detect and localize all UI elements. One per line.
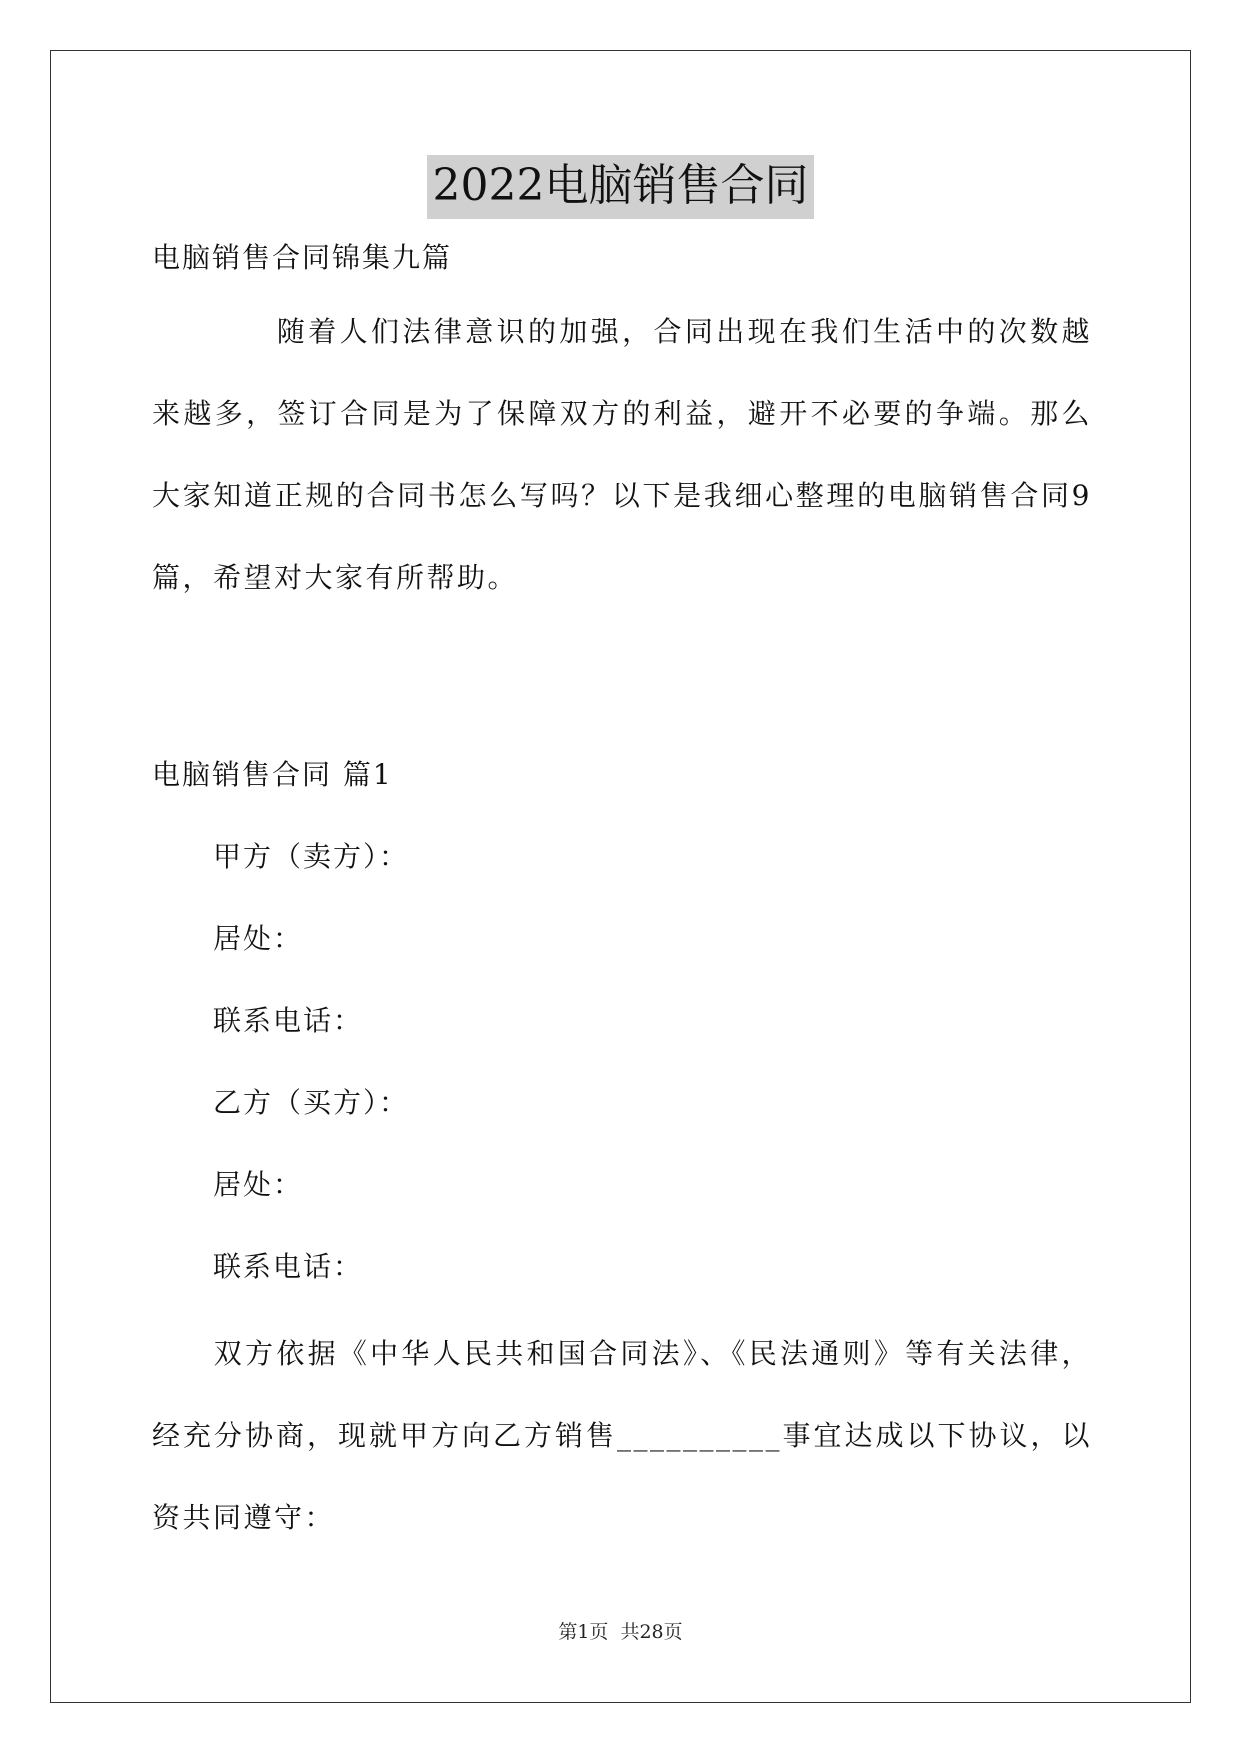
party-a-address: 居处： — [213, 922, 304, 955]
agreement-paragraph — [152, 1313, 1092, 1559]
party-a-label: 甲方（卖方）： — [213, 840, 410, 873]
party-a-phone: 联系电话： — [213, 1004, 364, 1037]
section-heading: 电脑销售合同 篇1 — [152, 758, 393, 791]
party-b-phone: 联系电话： — [213, 1250, 364, 1283]
document-subtitle: 电脑销售合同锦集九篇 — [152, 241, 453, 274]
party-b-address: 居处： — [213, 1168, 304, 1201]
intro-paragraph — [152, 291, 1092, 619]
total-pages: 共28页 — [620, 1621, 683, 1643]
party-b-label: 乙方（买方）： — [213, 1086, 410, 1119]
intro-paragraph-text: 随着人们法律意识的加强，合同出现在我们生活中的次数越来越多，签订合同是为了保障双方的利益，避开不必要的争端。那么大家知道正规的合同书怎么写吗？以下是我细心整理的电脑销售合同9篇，希望对大家有所帮助。 — [152, 315, 1092, 594]
agreement-paragraph-text: 双方依据《中华人民共和国合同法》、《民法通则》等有关法律，经充分协商，现就甲方向乙方销售__________事宜达成以下协议，以资共同遵守： — [152, 1337, 1092, 1534]
page-footer — [0, 1620, 1241, 1644]
page-number: 第1页 — [558, 1621, 609, 1643]
document-title: 2022电脑销售合同 — [427, 155, 815, 219]
title-container — [0, 155, 1241, 219]
